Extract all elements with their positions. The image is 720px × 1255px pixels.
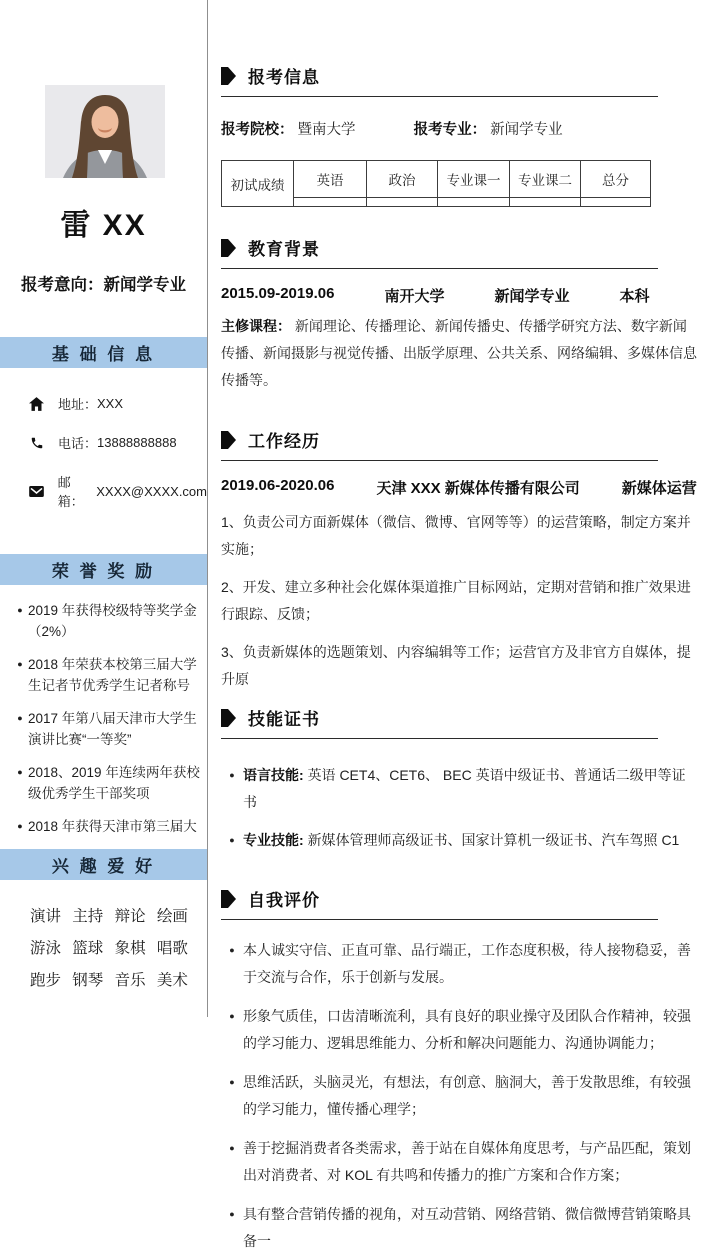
address-label: 地址： [58, 397, 98, 412]
section-title: 教育背景 [248, 240, 320, 259]
section-arrow-icon [221, 67, 236, 85]
section-band-honors [0, 554, 207, 585]
honor-text: 2019 年获得校级特等奖学金（2%） [28, 603, 197, 639]
section-title: 工作经历 [248, 432, 320, 451]
initial-exam-score-table [221, 160, 651, 207]
bullet-icon: ● [17, 605, 23, 615]
honor-text: 2018 年荣获本校第三届大学生记者节优秀学生记者称号 [28, 657, 197, 693]
section-education [221, 235, 698, 394]
courses-text: 新闻理论、传播理论、新闻传播史、传播学研究方法、数字新闻传播、新闻摄影与视觉传播、出版学原理、公共关系、网络编辑、多媒体信息传播等。 [221, 318, 697, 388]
bullet-icon: ● [17, 821, 23, 831]
applicant-photo [45, 85, 165, 178]
list-item [221, 1069, 698, 1123]
bullet-icon: ● [229, 770, 235, 780]
evaluation-text: 思维活跃，头脑灵光，有想法，有创意、脑洞大，善于发散思维，有较强的学习能力，懂传播心理学； [243, 1074, 691, 1117]
section-rule [221, 268, 658, 269]
honor-text: 2018、2019 年连续两年获校级优秀学生干部奖项 [28, 765, 200, 801]
work-entry [221, 477, 698, 498]
phone-label: 电话： [58, 436, 98, 451]
skill-label: 语言技能: [243, 767, 304, 783]
section-title: 技能证书 [248, 710, 320, 729]
section-application [221, 63, 698, 207]
bullet-icon: ● [17, 713, 23, 723]
list-item [221, 1135, 698, 1189]
list-item [221, 1201, 698, 1255]
skill-value: 英语 CET4、CET6、 BEC 英语中级证书、普通话二级甲等证书 [243, 767, 686, 810]
basic-info-title: 基 础 信 息 [51, 345, 156, 364]
sidebar [0, 0, 208, 1017]
honors-title: 荣 誉 奖 励 [51, 562, 156, 581]
hobby-line: 游泳 篮球 象棋 唱歌 [30, 940, 188, 957]
courses-label: 主修课程： [221, 318, 291, 334]
section-rule [221, 96, 658, 97]
score-col-header: 政治 [367, 161, 438, 198]
section-arrow-icon [221, 709, 236, 727]
hobbies-list [0, 901, 207, 997]
score-col-header: 专业课一 [438, 161, 510, 198]
evaluation-text: 具有整合营销传播的视角，对互动营销、网络营销、微信微博营销策略具备一 [243, 1206, 691, 1249]
score-cell [438, 198, 510, 207]
mail-icon [28, 486, 45, 497]
score-cell [581, 198, 651, 207]
score-col-header: 英语 [294, 161, 367, 198]
section-rule [221, 460, 658, 461]
section-rule [221, 919, 658, 920]
bullet-icon: ● [229, 1143, 235, 1153]
evaluation-list [221, 937, 698, 1255]
skill-text [243, 827, 679, 854]
email-value: XXXX@XXXX.com [96, 483, 207, 499]
list-item [221, 827, 698, 854]
section-arrow-icon [221, 890, 236, 908]
application-intent: 报考意向：新闻学专业 [21, 276, 186, 294]
resume-main [208, 0, 720, 1249]
list-item [12, 600, 201, 642]
honor-text: 2017 年第八届天津市大学生演讲比赛“一等奖” [28, 711, 197, 747]
education-degree: 本科 [619, 288, 650, 305]
evaluation-text: 形象气质佳，口齿清晰流利，具有良好的职业操守及团队合作精神，较强的学习能力、逻辑思维能力、分析和解决问题能力、沟通协调能力； [243, 1008, 691, 1051]
section-band-basic-info [0, 337, 207, 368]
bullet-icon: ● [17, 767, 23, 777]
major-value: 新闻学专业 [490, 122, 563, 138]
education-entry [221, 285, 698, 306]
education-school: 南开大学 [384, 288, 445, 305]
hobbies-title: 兴 趣 爱 好 [51, 857, 156, 876]
education-major: 新闻学专业 [494, 288, 570, 305]
section-arrow-icon [221, 431, 236, 449]
education-period: 2015.09-2019.06 [221, 285, 335, 302]
bullet-icon: ● [229, 835, 235, 845]
contact-row-email [28, 472, 207, 510]
address-value: XXX [97, 396, 124, 411]
work-period: 2019.06-2020.06 [221, 477, 335, 494]
work-company: 天津 XXX 新媒体传播有限公司 [376, 480, 580, 497]
phone-icon [28, 436, 45, 450]
section-header [221, 235, 698, 260]
phone-value: 13888888888 [97, 435, 177, 450]
honors-list [0, 600, 207, 837]
section-evaluation [221, 886, 698, 1255]
bullet-icon: ● [229, 1209, 235, 1219]
section-header [221, 886, 698, 911]
major-label: 报考专业： [413, 122, 487, 138]
bullet-icon: ● [229, 1011, 235, 1021]
score-cell [510, 198, 581, 207]
email-label: 邮箱： [57, 475, 84, 509]
work-duty: 2、开发、建立多种社会化媒体渠道推广目标网站，定期对营销和推广效果进行跟踪、反馈； [221, 579, 691, 622]
school-value: 暨南大学 [297, 122, 356, 138]
school-label: 报考院校： [221, 122, 294, 138]
work-role: 新媒体运营 [621, 480, 697, 497]
application-targets [221, 118, 698, 139]
section-header [221, 427, 698, 452]
section-title: 自我评价 [248, 891, 320, 910]
list-item [221, 762, 698, 816]
skill-value: 新媒体管理师高级证书、国家计算机一级证书、汽车驾照 C1 [307, 832, 680, 848]
score-col-header: 专业课二 [510, 161, 581, 198]
courses-paragraph [221, 313, 698, 394]
bullet-icon: ● [229, 1077, 235, 1087]
home-icon [28, 397, 45, 411]
section-rule [221, 738, 658, 739]
work-duty: 3、负责新媒体的选题策划、内容编辑等工作；运营官方及非官方自媒体，提升原 [221, 644, 691, 687]
score-cell [367, 198, 438, 207]
section-skills [221, 705, 698, 854]
section-arrow-icon [221, 239, 236, 257]
section-band-hobbies [0, 849, 207, 880]
score-cell [294, 198, 367, 207]
honor-text: 2018 年获得天津市第三届大 [28, 819, 197, 834]
list-item [221, 937, 698, 991]
applicant-name: 雷 XX [60, 209, 147, 242]
list-item [12, 762, 201, 804]
score-col-header: 总分 [581, 161, 651, 198]
list-item [12, 654, 201, 696]
skill-text [243, 762, 698, 816]
section-header [221, 705, 698, 730]
section-work [221, 427, 698, 693]
list-item [12, 816, 201, 837]
list-item [221, 1003, 698, 1057]
section-header [221, 63, 698, 88]
contact-row-phone [28, 433, 207, 452]
evaluation-text: 善于挖掘消费者各类需求，善于站在自媒体角度思考，与产品匹配，策划出对消费者、对 KOL 有共鸣和传播力的推广方案和合作方案； [243, 1140, 691, 1183]
evaluation-text: 本人诚实守信、正直可靠、品行端正，工作态度积极，待人接物稳妥，善于交流与合作，乐于创新与发展。 [243, 942, 691, 985]
bullet-icon: ● [229, 945, 235, 955]
list-item [12, 708, 201, 750]
score-row-header: 初试成绩 [222, 161, 294, 207]
skill-label: 专业技能: [243, 832, 304, 848]
work-duty: 1、负责公司方面新媒体（微信、微博、官网等等）的运营策略，制定方案并实施； [221, 514, 691, 557]
hobby-line: 演讲 主持 辩论 绘画 [30, 908, 188, 925]
contact-row-address [28, 394, 207, 413]
section-title: 报考信息 [248, 68, 320, 87]
hobby-line: 跑步 钢琴 音乐 美术 [30, 972, 188, 989]
contact-list [0, 394, 207, 510]
bullet-icon: ● [17, 659, 23, 669]
